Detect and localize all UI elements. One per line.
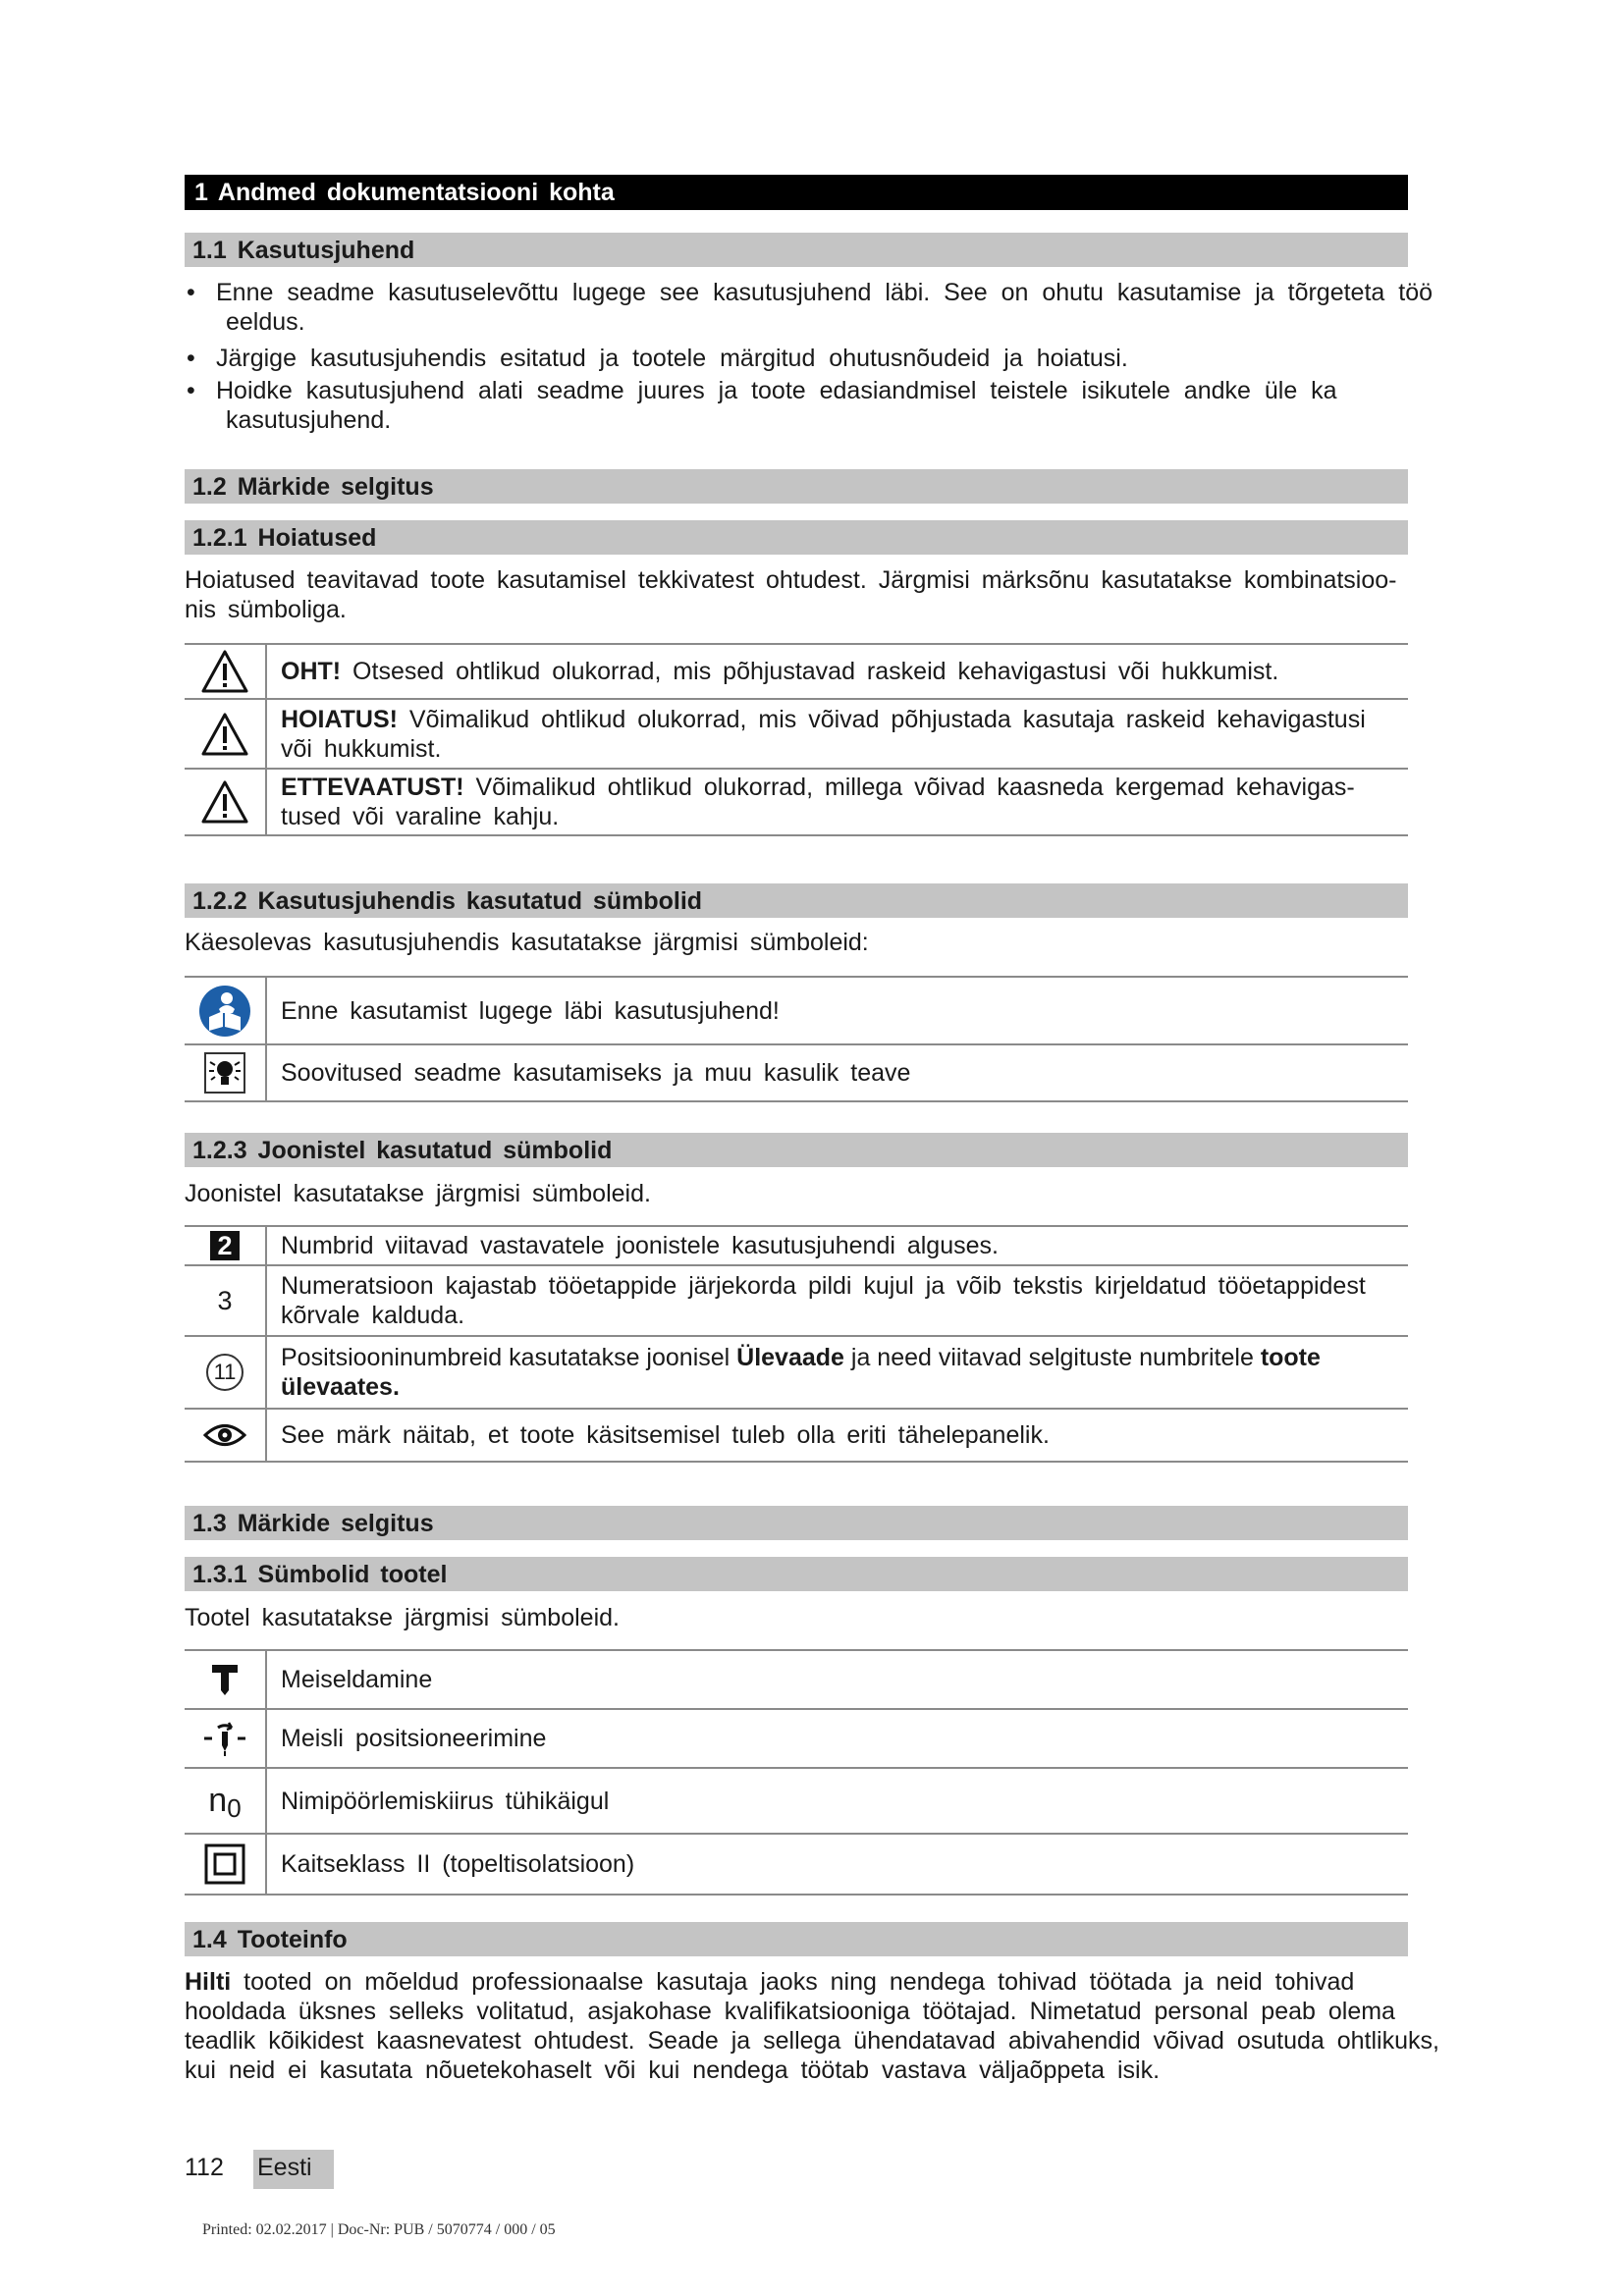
page-number: 112 xyxy=(185,2154,224,2181)
table-row: Enne kasutamist lugege läbi kasutusjuhend! xyxy=(185,976,1408,1043)
position-number-icon: 11 xyxy=(185,1337,267,1408)
product-symbols-intro: Tootel kasutatakse järgmisi sümboleid. xyxy=(185,1604,620,1631)
rated-speed-icon: n0 xyxy=(185,1769,267,1833)
table-row: 11 Positsiooninumbreid kasutatakse joonisel Ülevaade ja need viitavad selgituste numbritele toote ülevaates. xyxy=(185,1335,1408,1408)
manual-symbols-intro: Käesolevas kasutusjuhendis kasutatakse järgmisi sümboleid: xyxy=(185,929,869,956)
warning-triangle-icon xyxy=(185,770,267,834)
section-1-2-1-heading: 1.2.1 Hoiatused xyxy=(185,520,1408,555)
section-1-4-heading: 1.4 Tooteinfo xyxy=(185,1922,1408,1956)
bullet-item: • Hoidke kasutusjuhend alati seadme juures ja toote edasiandmisel teistele isikutele andke üle ka kasutusjuhend. xyxy=(187,377,1337,434)
product-info-paragraph: Hilti tooted on mõeldud professionaalse kasutaja jaoks ning nendega tohivad töötada ja neid tohivad hooldada üksnes selleks volitatud, asjakohase kvalifikatsiooniga töötajad. Nimetatud personal peab olema teadlik kõikidest kaasnevatest ohtudest. Seade ja sellega ühendatavad abivahendid võivad osutuda ohtlikuks, kui neid ei kasutata nõuetekohaselt või kui nendega töötab vastava väljaõppeta isik. xyxy=(185,1968,1439,2084)
signal-word: OHT! xyxy=(281,658,342,685)
table-row: 2 Numbrid viitavad vastavatele joonistele kasutusjuhendi alguses. xyxy=(185,1225,1408,1264)
read-manual-icon xyxy=(185,978,267,1043)
section-1-3-1-heading: 1.3.1 Sümbolid tootel xyxy=(185,1557,1408,1591)
table-row: 3 Numeratsioon kajastab tööetappide järjekorda pildi kujul ja võib tekstis kirjeldatud tööetappidest kõrvale kalduda. xyxy=(185,1264,1408,1335)
table-row: Kaitseklass II (topeltisolatsioon) xyxy=(185,1833,1408,1896)
language-tab: Eesti xyxy=(253,2150,334,2189)
tip-bulb-icon xyxy=(185,1045,267,1100)
eye-icon xyxy=(185,1410,267,1461)
table-row: HOIATUS! Võimalikud ohtlikud olukorrad, mis võivad põhjustada kasutaja raskeid kehavigastusi või hukkumist. xyxy=(185,698,1408,768)
table-row: ETTEVAATUST! Võimalikud ohtlikud olukorrad, millega võivad kaasneda kergemad kehavigas- tused või varaline kahju. xyxy=(185,768,1408,836)
warning-triangle-icon xyxy=(185,700,267,768)
section-1-1-heading: 1.1 Kasutusjuhend xyxy=(185,233,1408,267)
table-row: n0 Nimipöörlemiskiirus tühikäigul xyxy=(185,1767,1408,1833)
warnings-intro: Hoiatused teavitavad toote kasutamisel tekkivatest ohtudest. Järgmisi märksõnu kasutatakse kombinatsioo- nis sümboliga. xyxy=(185,566,1397,623)
section-1-2-heading: 1.2 Märkide selgitus xyxy=(185,469,1408,504)
section-1-2-2-heading: 1.2.2 Kasutusjuhendis kasutatud sümbolid xyxy=(185,883,1408,918)
signal-word: HOIATUS! xyxy=(281,705,398,733)
figure-number-icon: 2 xyxy=(185,1227,267,1264)
table-row: Meiseldamine xyxy=(185,1649,1408,1708)
section-1-heading: 1 Andmed dokumentatsiooni kohta xyxy=(185,175,1408,210)
bullet-item: • Järgige kasutusjuhendis esitatud ja tootele märgitud ohutusnõudeid ja hoiatusi. xyxy=(187,345,1128,372)
section-1-3-heading: 1.3 Märkide selgitus xyxy=(185,1506,1408,1540)
step-number-icon: 3 xyxy=(185,1266,267,1335)
bullet-item: • Enne seadme kasutuselevõttu lugege see kasutusjuhend läbi. See on ohutu kasutamise ja tõrgeteta töö eeldus. xyxy=(187,279,1433,336)
signal-word: ETTEVAATUST! xyxy=(281,774,464,801)
brand-name: Hilti xyxy=(185,1968,232,1996)
print-info: Printed: 02.02.2017 | Doc-Nr: PUB / 5070774 / 000 / 05 xyxy=(202,2221,556,2238)
figure-symbols-intro: Joonistel kasutatakse järgmisi sümboleid. xyxy=(185,1180,651,1207)
table-row: Soovitused seadme kasutamiseks ja muu kasulik teave xyxy=(185,1043,1408,1102)
table-row: See märk näitab, et toote käsitsemisel tuleb olla eriti tähelepanelik. xyxy=(185,1408,1408,1463)
protection-class-ii-icon xyxy=(185,1835,267,1894)
table-row: OHT! Otsesed ohtlikud olukorrad, mis põhjustavad raskeid kehavigastusi või hukkumist. xyxy=(185,643,1408,698)
chisel-icon xyxy=(185,1651,267,1708)
chisel-position-icon xyxy=(185,1710,267,1767)
section-1-2-3-heading: 1.2.3 Joonistel kasutatud sümbolid xyxy=(185,1133,1408,1167)
table-row: Meisli positsioneerimine xyxy=(185,1708,1408,1767)
warning-triangle-icon xyxy=(185,645,267,698)
